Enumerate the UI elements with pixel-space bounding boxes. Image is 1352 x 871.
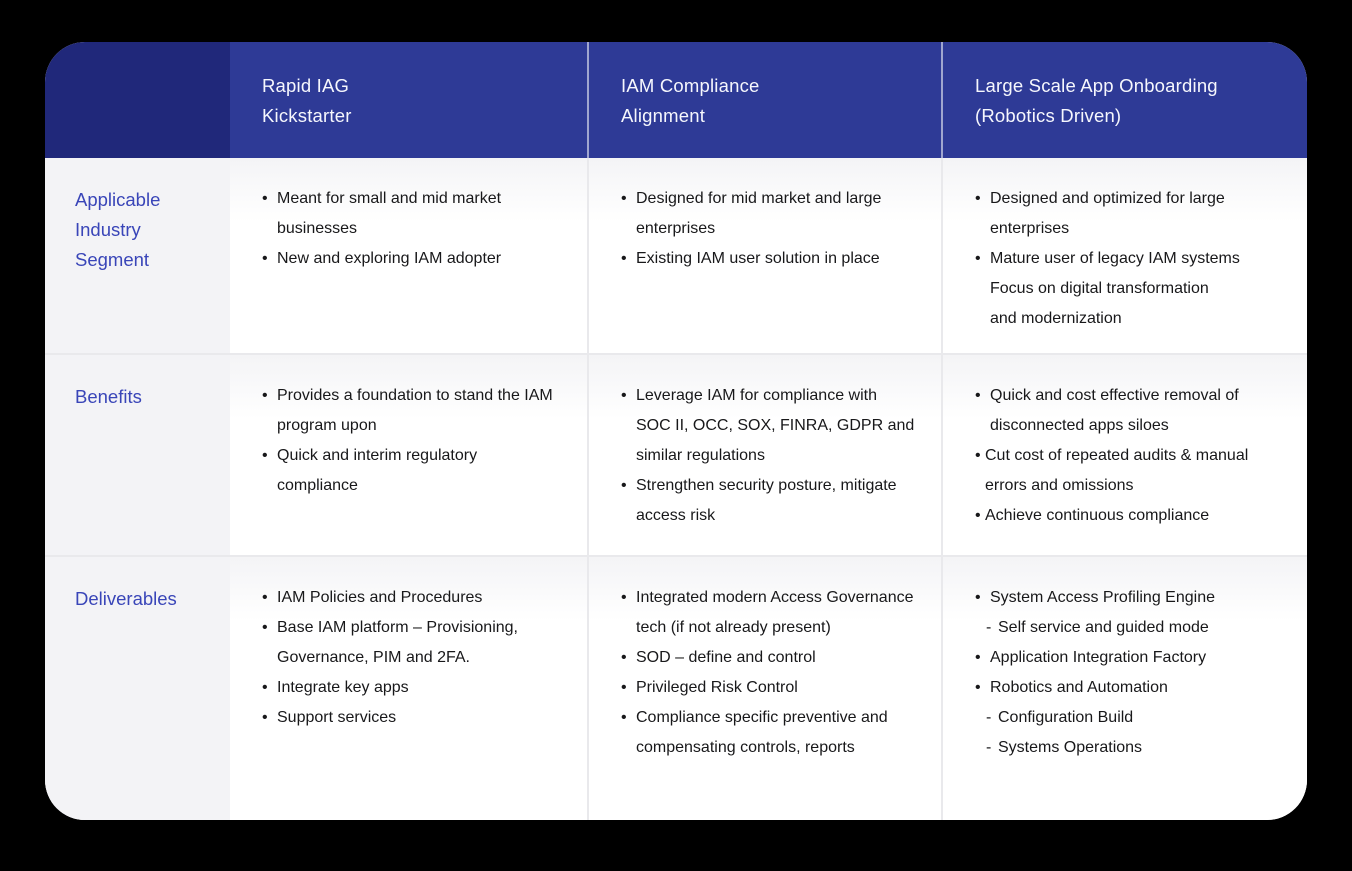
bullet-marker: • — [621, 649, 627, 666]
list-item — [262, 381, 561, 441]
table-header-row — [45, 42, 1307, 158]
comparison-table-card — [45, 42, 1307, 820]
list-item-text: Integrate key apps — [277, 679, 409, 696]
list-item-text: System Access Profiling Engine — [990, 589, 1215, 606]
sub-list-item — [986, 733, 1281, 763]
bullet-marker: • — [262, 619, 268, 636]
list-item-text: Achieve continuous compliance — [985, 507, 1210, 524]
bullet-marker: • — [621, 190, 627, 207]
bullet-marker: • — [621, 250, 627, 267]
table-body — [45, 158, 1307, 820]
list-item-text: Cut cost of repeated audits & manual errors and omissions — [985, 447, 1249, 494]
table-row-benefits — [45, 353, 1307, 555]
bullet-marker: • — [975, 250, 981, 267]
list-item — [621, 643, 915, 673]
header-corner-cell — [45, 42, 230, 158]
header-col-large-scale-app-onboarding — [941, 42, 1307, 158]
header-col-title-line: Rapid IAG — [262, 75, 350, 96]
list-item-text: Systems Operations — [998, 739, 1143, 756]
list-item-text-line: and modernization — [990, 310, 1122, 327]
list-item — [975, 583, 1281, 613]
list-item-text: Integrated modern Access Governance tech (if not already present) — [636, 589, 914, 636]
list-item-text: SOD – define and control — [636, 649, 816, 666]
bullet-marker: • — [621, 477, 627, 494]
list-item — [262, 583, 561, 613]
list-item-text: Privileged Risk Control — [636, 679, 798, 696]
list-item — [621, 673, 915, 703]
bullet-marker: • — [975, 507, 981, 524]
list-item — [975, 673, 1281, 703]
list-item-text: Self service and guided mode — [998, 619, 1209, 636]
list-item-text: Quick and cost effective removal of disconnected apps siloes — [990, 387, 1239, 434]
list-item — [262, 184, 561, 244]
bullet-marker: • — [975, 190, 981, 207]
bullet-marker: • — [975, 649, 981, 666]
header-col-title-line: (Robotics Driven) — [975, 105, 1122, 126]
bullet-marker: • — [975, 447, 981, 464]
list-item — [262, 441, 561, 501]
list-item-text: Strengthen security posture, mitigate access risk — [636, 477, 897, 524]
list-item-text: Base IAM platform – Provisioning, Governance, PIM and 2FA. — [277, 619, 518, 666]
table-cell — [941, 158, 1307, 353]
bullet-marker: • — [975, 387, 981, 404]
row-label: Applicable Industry Segment — [45, 158, 230, 353]
bullet-marker: • — [262, 589, 268, 606]
list-item-text-line: Focus on digital transformation — [990, 280, 1209, 297]
list-item-text: IAM Policies and Procedures — [277, 589, 483, 606]
list-item — [262, 244, 561, 274]
bullet-marker: • — [975, 679, 981, 696]
table-row-deliverables — [45, 555, 1307, 820]
list-item-text: Configuration Build — [998, 709, 1134, 726]
header-col-title-line: Alignment — [621, 105, 706, 126]
row-label: Deliverables — [45, 557, 230, 820]
list-item-text-line: Mature user of legacy IAM systems — [990, 250, 1240, 267]
bullet-marker: • — [621, 589, 627, 606]
bullet-marker: • — [262, 709, 268, 726]
bullet-marker: • — [621, 709, 627, 726]
list-item — [975, 381, 1281, 441]
sub-list-item — [986, 703, 1281, 733]
list-item-text: Robotics and Automation — [990, 679, 1168, 696]
list-item-text: Existing IAM user solution in place — [636, 250, 880, 267]
list-item-text: New and exploring IAM adopter — [277, 250, 502, 267]
header-col-title-line: IAM Compliance — [621, 75, 760, 96]
list-item-text: Designed for mid market and large enterprises — [636, 190, 882, 237]
table-cell — [941, 355, 1307, 555]
row-label: Benefits — [45, 355, 230, 555]
list-item — [621, 381, 915, 471]
bullet-marker: • — [262, 679, 268, 696]
list-item-text: Application Integration Factory — [990, 649, 1207, 666]
header-col-title-line: Kickstarter — [262, 105, 352, 126]
list-item — [621, 244, 915, 274]
sub-list-item — [986, 613, 1281, 643]
table-cell — [941, 557, 1307, 820]
bullet-marker: • — [621, 679, 627, 696]
bullet-marker: • — [262, 387, 268, 404]
table-cell — [587, 158, 941, 353]
list-item-text: Designed and optimized for large enterprises — [990, 190, 1225, 237]
list-item-text — [990, 244, 1281, 334]
table-row-applicable-industry-segment — [45, 158, 1307, 353]
dash-marker: - — [986, 709, 992, 726]
bullet-marker: • — [262, 190, 268, 207]
bullet-marker: • — [262, 447, 268, 464]
header-col-iam-compliance — [587, 42, 941, 158]
table-cell — [230, 557, 587, 820]
list-item — [975, 643, 1281, 673]
header-col-rapid-iag — [230, 42, 587, 158]
list-item-text: Compliance specific preventive and compensating controls, reports — [636, 709, 888, 756]
list-item — [621, 471, 915, 531]
list-item-text: Leverage IAM for compliance with SOC II, OCC, SOX, FINRA, GDPR and similar regulations — [636, 387, 915, 464]
list-item — [262, 673, 561, 703]
list-item — [621, 703, 915, 763]
table-cell — [587, 557, 941, 820]
list-item — [621, 184, 915, 244]
list-item — [262, 613, 561, 673]
list-item — [975, 184, 1281, 244]
list-item — [621, 583, 915, 643]
header-col-title-line: Large Scale App Onboarding — [975, 75, 1218, 96]
list-item — [975, 441, 1281, 501]
list-item-text: Meant for small and mid market businesses — [277, 190, 502, 237]
bullet-marker: • — [262, 250, 268, 267]
table-cell — [230, 158, 587, 353]
table-cell — [587, 355, 941, 555]
list-item-text: Quick and interim regulatory compliance — [277, 447, 478, 494]
list-item — [975, 244, 1281, 334]
list-item — [262, 703, 561, 733]
table-cell — [230, 355, 587, 555]
bullet-marker: • — [621, 387, 627, 404]
list-item-text: Provides a foundation to stand the IAM program upon — [277, 387, 553, 434]
dash-marker: - — [986, 739, 992, 756]
bullet-marker: • — [975, 589, 981, 606]
list-item-text: Support services — [277, 709, 397, 726]
dash-marker: - — [986, 619, 992, 636]
list-item — [975, 501, 1281, 531]
